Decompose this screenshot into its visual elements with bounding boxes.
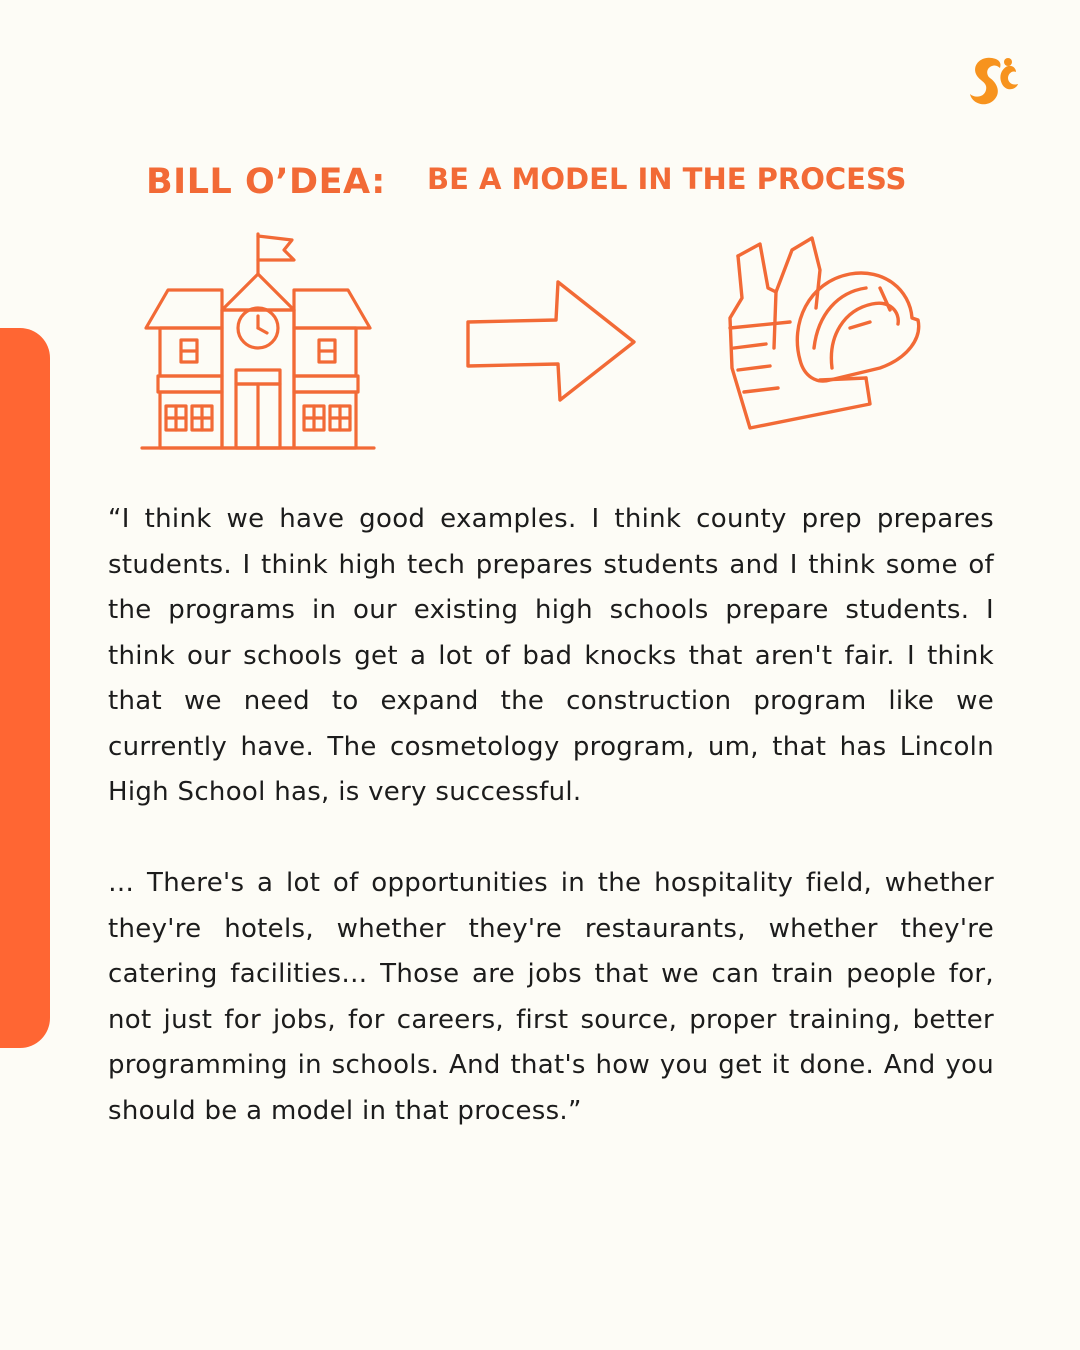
quote-paragraph-2: … There's a lot of opportunities in the hospitality field, whether they're hotels, whether they're restaurants, whether they're catering facilities… Those are jobs that we can train people for, not just for jobs, for careers, first source, proper training, better programming in schools. And that's how you get it done. And you should be a model in that process.”	[108, 868, 994, 1126]
school-building-icon	[140, 228, 376, 454]
speaker-name: BILL O’DEA:	[146, 162, 386, 202]
right-arrow-icon	[460, 276, 642, 406]
headline-subtitle: BE A MODEL IN THE PROCESS	[427, 162, 907, 196]
safety-vest-hardhat-icon	[720, 228, 930, 438]
side-accent-bar	[0, 328, 50, 1048]
brand-logo-icon	[962, 52, 1024, 110]
quote-paragraph-1: “I think we have good examples. I think county prep prepares students. I think high tech prepares students and I think some of the programs in our existing high schools prepare students. I think our schools get a lot of bad knocks that aren't fair. I think that we need to expand the construction program like we currently have. The cosmetology program, um, that has Lincoln High School has, is very successful.	[108, 504, 994, 807]
quote-block	[108, 497, 994, 1134]
headline	[0, 158, 1080, 218]
